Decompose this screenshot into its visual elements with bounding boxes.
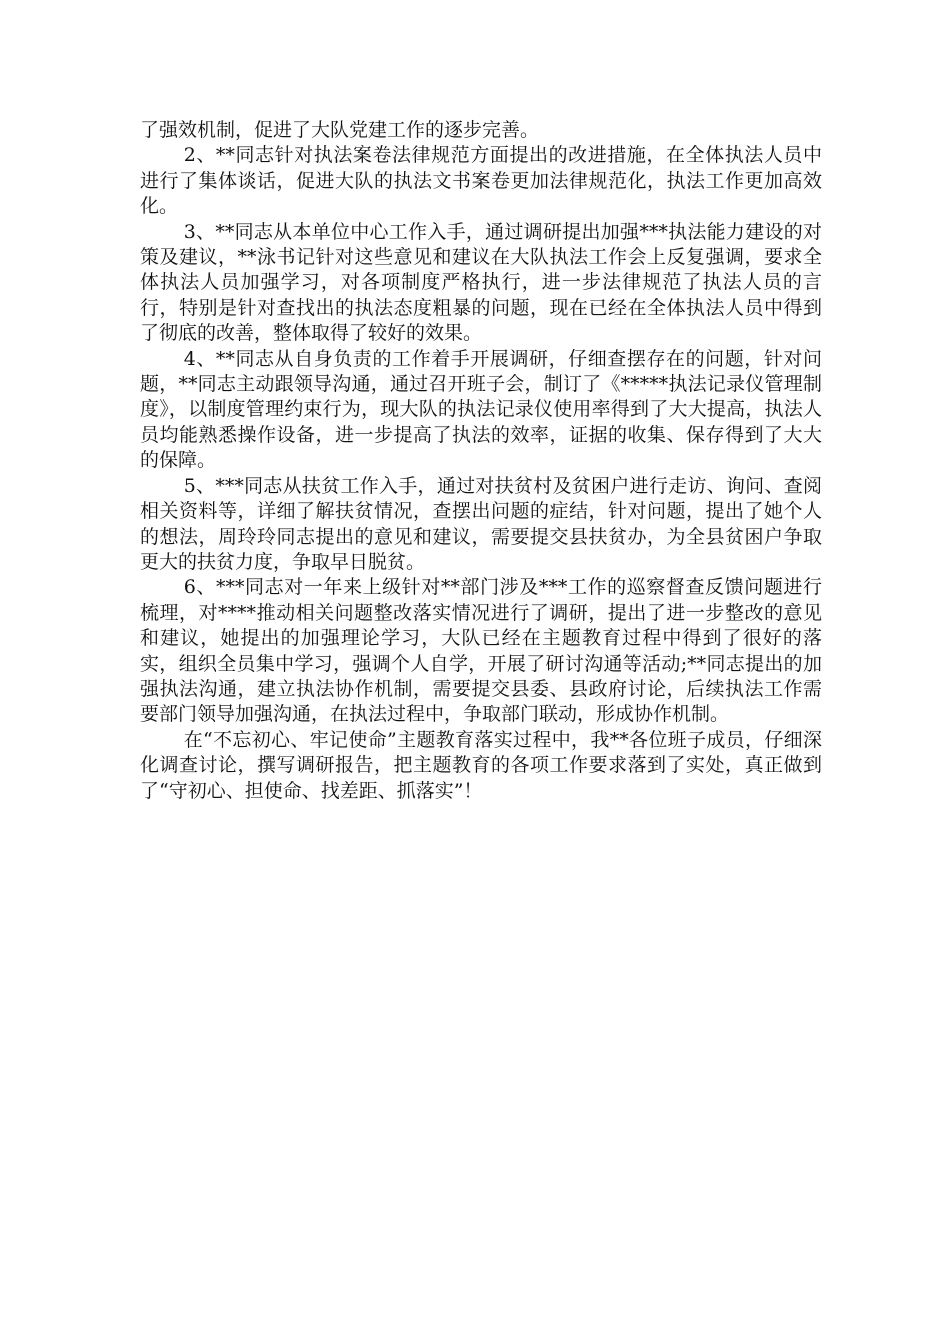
paragraph-item-3: 3、**同志从本单位中心工作入手，通过调研提出加强***执法能力建设的对策及建议，**泳书记针对这些意见和建议在大队执法工作会上反复强调，要求全体执法人员加强学习，对各项制度严格执行，进一步法律规范了执法人员的言行，特别是针对查找出的执法态度粗暴的问题，现在已经在全体执法人员中得到了彻底的改善，整体取得了较好的效果。 (140, 220, 822, 345)
paragraph-item-6: 6、***同志对一年来上级针对**部门涉及***工作的巡察督查反馈问题进行梳理，对****推动相关问题整改落实情况进行了调研，提出了进一步整改的意见和建议，她提出的加强理论学习，大队已经在主题教育过程中得到了很好的落实，组织全员集中学习，强调个人自学，开展了研讨沟通等活动;**同志提出的加强执法沟通，建立执法协作机制，需要提交县委、县政府讨论，后续执法工作需要部门领导加强沟通，在执法过程中，争取部门联动，形成协作机制。 (140, 576, 822, 726)
paragraph-conclusion: 在“不忘初心、牢记使命”主题教育落实过程中，我**各位班子成员，仔细深化调查讨论，撰写调研报告，把主题教育的各项工作要求落到了实处，真正做到了“守初心、担使命、找差距、抓落实”！ (140, 728, 822, 802)
paragraph-item-4: 4、**同志从自身负责的工作着手开展调研，仔细查摆存在的问题，针对问题，**同志主动跟领导沟通，通过召开班子会，制订了《*****执法记录仪管理制度》，以制度管理约束行为，现大队的执法记录仪使用率得到了大大提高，执法人员均能熟悉操作设备，进一步提高了执法的效率，证据的收集、保存得到了大大的保障。 (140, 347, 822, 472)
paragraph-item-2: 2、**同志针对执法案卷法律规范方面提出的改进措施，在全体执法人员中进行了集体谈话，促进大队的执法文书案卷更加法律规范化，执法工作更加高效化。 (140, 144, 822, 218)
document-body (140, 118, 822, 804)
paragraph-continuation: 了强效机制，促进了大队党建工作的逐步完善。 (140, 119, 540, 141)
paragraph-item-5: 5、***同志从扶贫工作入手，通过对扶贫村及贫困户进行走访、询问、查阅相关资料等，详细了解扶贫情况，查摆出问题的症结，针对问题，提出了她个人的想法，周玲玲同志提出的意见和建议，需要提交县扶贫办，为全县贫困户争取更大的扶贫力度，争取早日脱贫。 (140, 474, 822, 573)
